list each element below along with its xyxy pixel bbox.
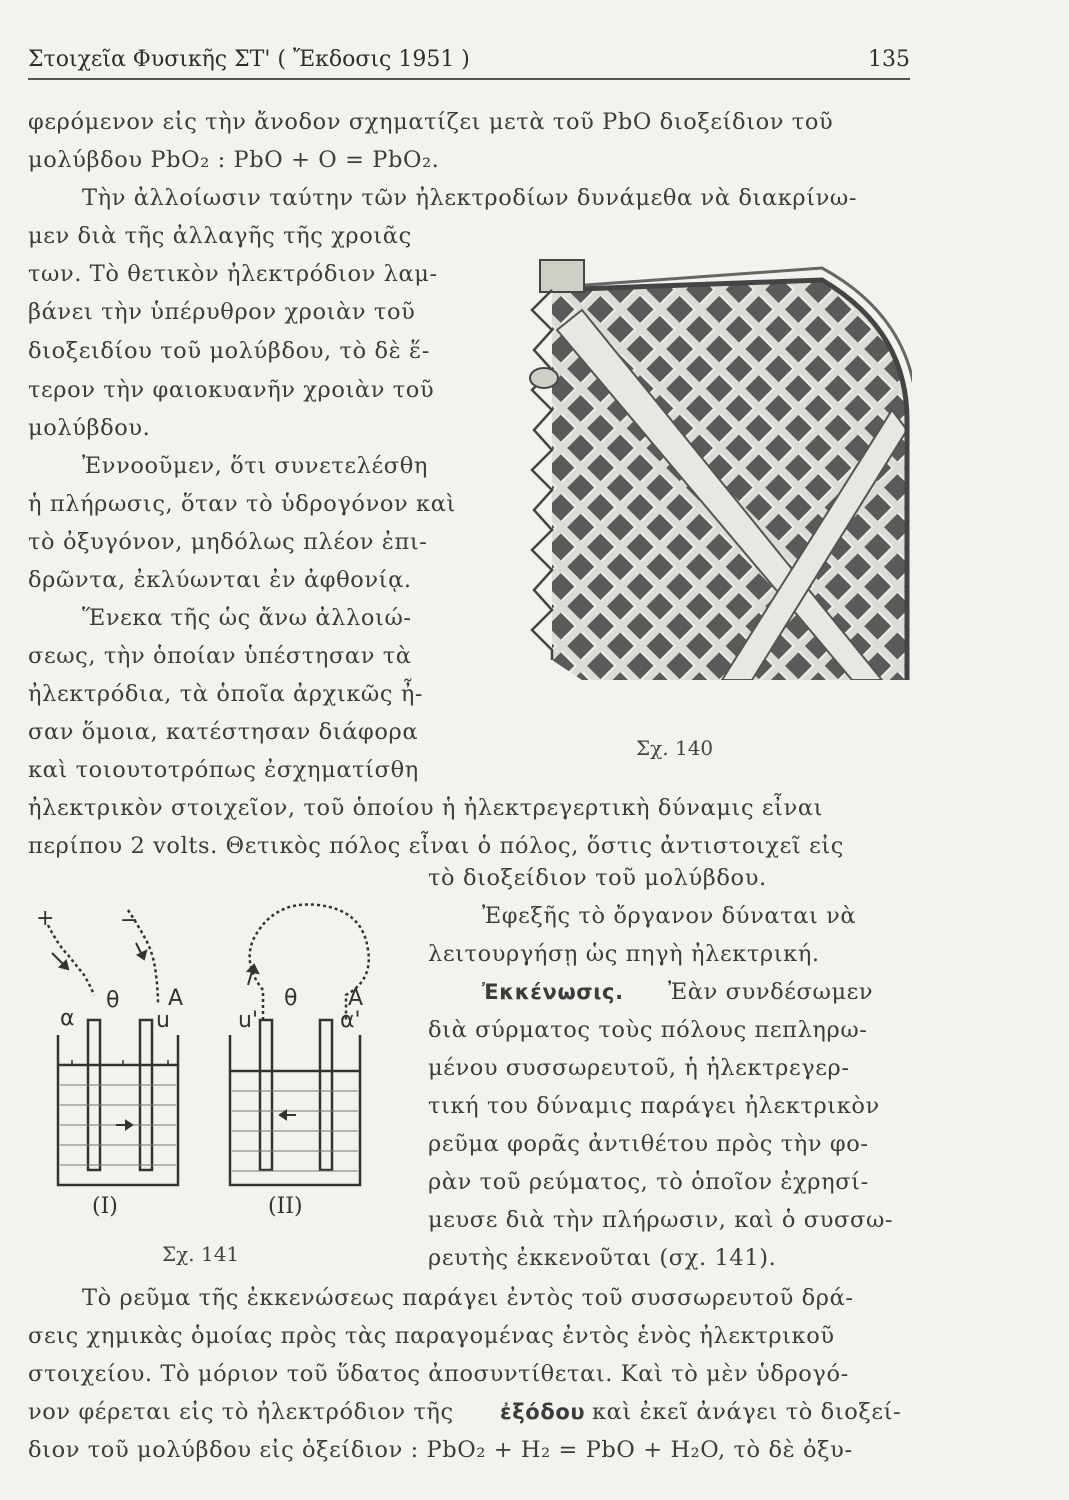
a-label-2: A [348,986,364,1011]
text-line: καὶ ἐκεῖ ἀνάγει τὸ διοξεί- [592,1399,902,1425]
u-prime-label: u' [238,1008,258,1033]
text-line: ρὰν τοῦ ρεύματος, τὸ ὁποῖον ἐχρησί- [428,1169,869,1195]
text-line: ἠλεκτρόδια, τὰ ὁποῖα ἀρχικῶς ἦ- [28,681,424,707]
text-line: τερον τὴν φαιοκυανῆν χροιὰν τοῦ [28,377,435,403]
running-title: Στοιχεῖα Φυσικῆς ΣΤ' ( Ἔκδοσις 1951 ) [28,47,470,72]
text-line: μένου συσσωρευτοῦ, ἡ ἠλεκτρεγερ- [428,1055,850,1081]
text-line: σεις χημικὰς ὁμοίας πρὸς τὰς παραγομένας ἐντὸς ἑνὸς ἠλεκτρικοῦ [28,1323,835,1349]
text-line: καὶ τοιουτοτρόπως ἐσχηματίσθη [28,757,419,783]
text-line: μευσε διὰ τὴν πλήρωσιν, καὶ ὁ συσσω- [428,1207,894,1233]
text-line: σεως, τὴν ὁποίαν ὑπέστησαν τὰ [28,643,412,669]
text-line: των. Τὸ θετικὸν ἠλεκτρόδιον λαμ- [28,261,438,287]
a-label: A [168,986,184,1011]
text-line: Τὴν ἀλλοίωσιν ταύτην τῶν ἠλεκτροδίων δυνάμεθα νὰ διακρίνω- [82,185,858,211]
text-line: μεν διὰ τῆς ἀλλαγῆς τῆς χροιᾶς [28,223,412,249]
text-line: διον τοῦ μολύβδου εἰς ὀξείδιον : PbO₂ + H₂ = PbO + H₂O, τὸ δὲ ὀξυ- [28,1437,853,1463]
minus-label: − [120,908,139,933]
text-line: δρῶντα, ἐκλύωνται ἐν ἀφθονίᾳ. [28,567,412,593]
text-line: διὰ σύρματος τοὺς πόλους πεπληρω- [428,1017,868,1043]
page-number: 135 [868,47,910,72]
alpha-label: α [60,1006,75,1031]
text-line: Ἐφεξῆς τὸ ὄργανον δύναται νὰ [482,903,857,929]
emphasis-word: ἐξόδου [500,1400,586,1424]
text-line: στοιχείου. Τὸ μόριον τοῦ ὕδατος ἀποσυντίθεται. Καὶ τὸ μὲν ὑδρογό- [28,1361,849,1387]
text-line: ρευτὴς ἐκκενοῦται (σχ. 141). [428,1245,777,1271]
text-line: Τὸ ρεῦμα τῆς ἐκκενώσεως παράγει ἐντὸς τοῦ συσσωρευτοῦ δρά- [82,1285,854,1311]
figure-141-caption: Σχ. 141 [162,1242,240,1266]
text-line: νον φέρεται εἰς τὸ ἠλεκτρόδιον τῆς [28,1399,454,1425]
text-line: βάνει τὴν ὑπέρυθρον χροιὰν τοῦ [28,299,416,325]
text-line: τὸ διοξείδιον τοῦ μολύβδου. [428,865,767,891]
plus-label: + [36,906,55,931]
text-line: ρεῦμα φορᾶς ἀντιθέτου πρὸς τὴν φο- [428,1131,869,1157]
text-line: ἡ πλήρωσις, ὅταν τὸ ὑδρογόνον καὶ [28,491,456,517]
text-line: σαν ὅμοια, κατέστησαν διάφορα [28,719,419,745]
text-line: Ἐννοοῦμεν, ὅτι συνετελέσθη [82,453,428,479]
text-line: φερόμενον εἰς τὴν ἄνοδον σχηματίζει μετὰ τοῦ PbO διοξείδιον τοῦ [28,109,834,135]
text-line: μολύβδου. [28,415,151,441]
text-line: περίπου 2 volts. Θετικὸς πόλος εἶναι ὁ πόλος, ὅστις ἀντιστοιχεῖ εἰς [28,833,844,859]
text-line: τική του δύναμις παράγει ἠλεκτρικὸν [428,1093,880,1119]
text-line: μολύβδου PbO₂ : PbO + O = PbO₂. [28,147,440,173]
text-line: διοξειδίου τοῦ μολύβδου, τὸ δὲ ἕ- [28,338,430,364]
text-line: Ἐὰν συνδέσωμεν [668,979,874,1005]
theta-label-2: θ [284,986,298,1011]
text-line: ἠλεκτρικὸν στοιχεῖον, τοῦ ὁποίου ἡ ἠλεκτρεγερτικὴ δύναμις εἶναι [28,795,824,821]
figure-141-accumulator-diagram [28,895,393,1220]
text-line: λειτουργήσῃ ὡς πηγὴ ἠλεκτρική. [428,941,820,967]
u-label: u [156,1008,170,1033]
theta-label: θ [106,988,120,1013]
figure-140-grid-plate [522,250,912,720]
section-heading: Ἐκκένωσις. [482,980,624,1004]
page-header [28,44,910,80]
text-line: τὸ ὀξυγόνον, μηδόλως πλέον ἐπι- [28,529,428,555]
diagram-i-label: (I) [92,1194,118,1219]
alpha-prime-label: α' [340,1008,361,1033]
text-line: Ἕνεκα τῆς ὡς ἄνω ἀλλοιώ- [82,605,412,631]
diagram-ii-label: (II) [268,1194,303,1219]
figure-140-caption: Σχ. 140 [636,736,714,760]
